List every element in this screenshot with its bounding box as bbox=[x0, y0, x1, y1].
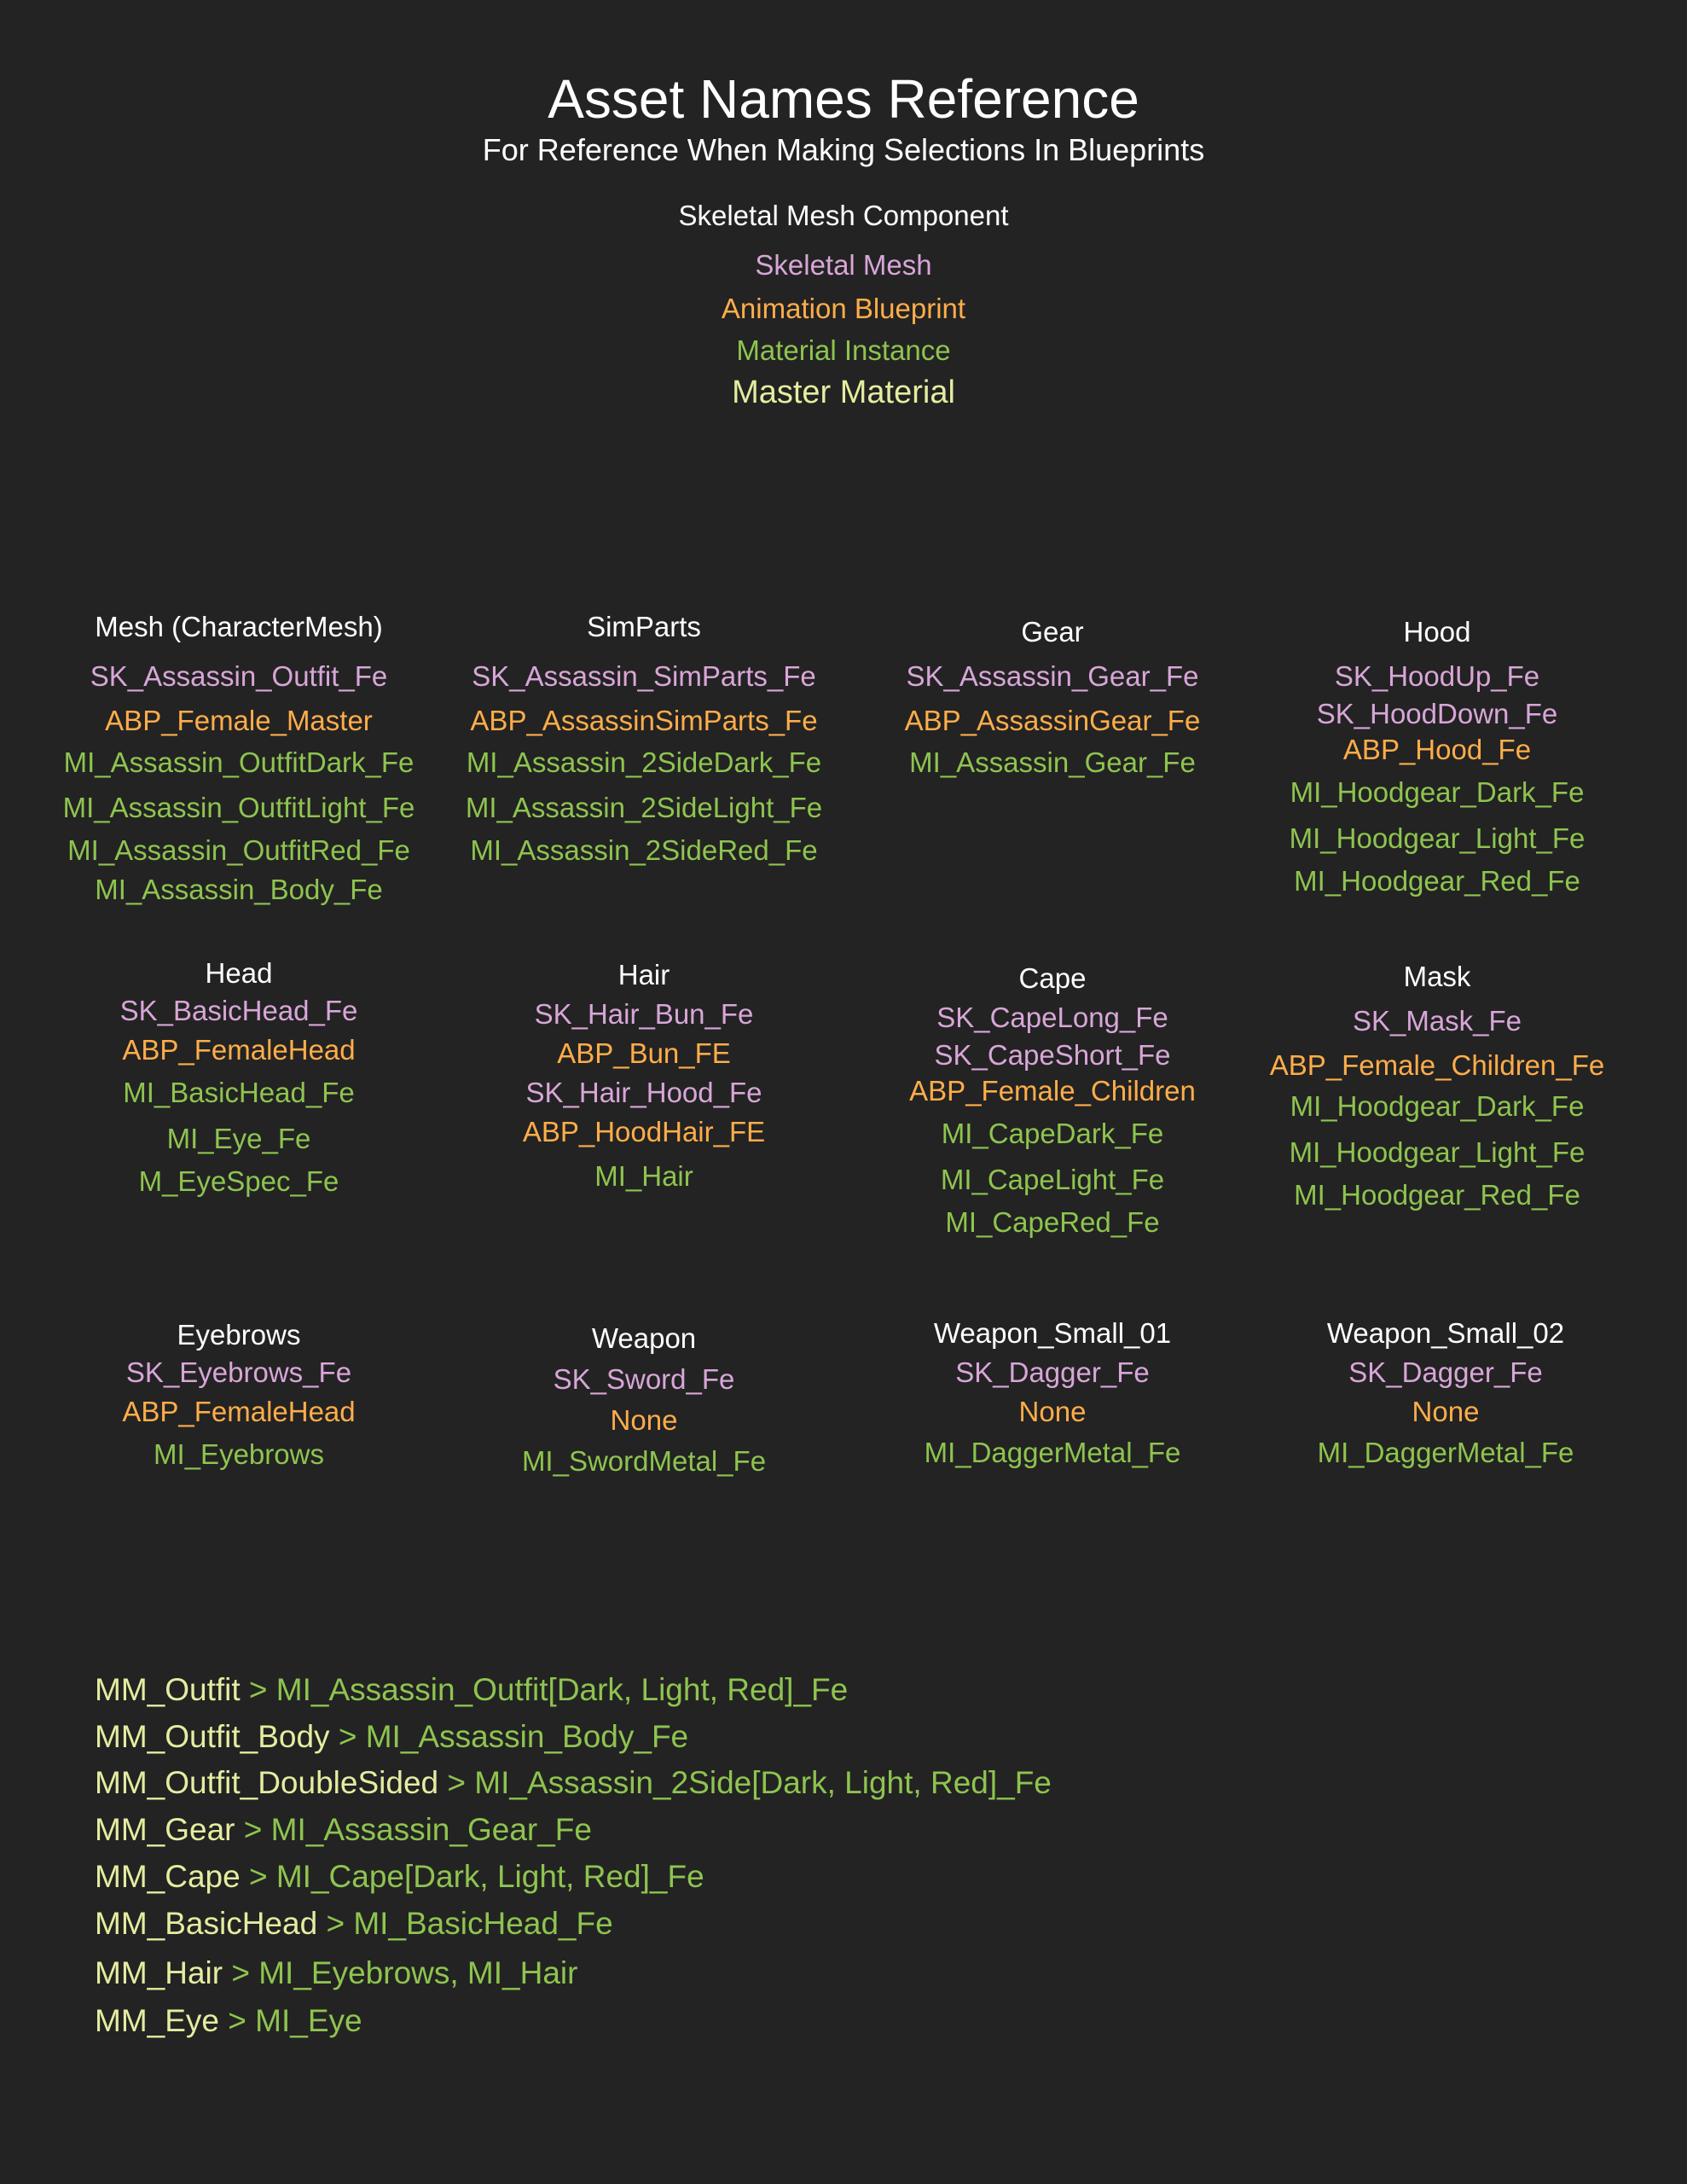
master-material-line bbox=[95, 1721, 688, 1752]
material-instance-name: MI_Assassin_Body_Fe bbox=[95, 874, 383, 905]
material-instance-name: MI_Hair bbox=[594, 1160, 693, 1192]
group-title: Hood bbox=[1403, 616, 1471, 648]
material-instance-list: > MI_BasicHead_Fe bbox=[326, 1906, 613, 1941]
animation-blueprint-name: None bbox=[1412, 1396, 1480, 1427]
material-instance-list: > MI_Cape[Dark, Light, Red]_Fe bbox=[248, 1859, 704, 1894]
material-instance-name: MI_Eye_Fe bbox=[166, 1123, 311, 1154]
material-instance-name: MI_CapeLight_Fe bbox=[940, 1164, 1165, 1195]
skeletal-mesh-name: SK_Dagger_Fe bbox=[1348, 1356, 1543, 1388]
animation-blueprint-name: ABP_FemaleHead bbox=[122, 1396, 356, 1427]
material-instance-name: MI_Assassin_2SideLight_Fe bbox=[465, 792, 823, 823]
material-instance-name: MI_Assassin_2SideRed_Fe bbox=[470, 834, 818, 866]
group-title: Weapon_Small_02 bbox=[1326, 1317, 1565, 1349]
material-instance-list: > MI_Eye bbox=[228, 2003, 362, 2038]
material-instance-list: > MI_Assassin_Gear_Fe bbox=[243, 1812, 592, 1847]
master-material-name: MM_Outfit bbox=[95, 1672, 241, 1707]
animation-blueprint-name: ABP_Female_Master bbox=[105, 705, 373, 736]
legend-skeletal-mesh: Skeletal Mesh bbox=[755, 249, 932, 281]
group-title: Weapon_Small_01 bbox=[933, 1317, 1172, 1349]
animation-blueprint-name: ABP_Female_Children_Fe bbox=[1269, 1049, 1605, 1081]
material-instance-name: MI_Hoodgear_Dark_Fe bbox=[1290, 776, 1585, 808]
asset-group-weapon-small-02 bbox=[1245, 1317, 1646, 1468]
material-instance-name: MI_Hoodgear_Red_Fe bbox=[1294, 1179, 1580, 1211]
asset-group-weapon-small-01 bbox=[852, 1317, 1253, 1468]
material-instance-name: MI_CapeDark_Fe bbox=[941, 1118, 1164, 1149]
skeletal-mesh-name: SK_CapeLong_Fe bbox=[936, 1002, 1168, 1033]
master-material-name: MM_Outfit_Body bbox=[95, 1719, 330, 1754]
material-instance-name: MI_Hoodgear_Red_Fe bbox=[1294, 865, 1580, 897]
skeletal-mesh-name: SK_BasicHead_Fe bbox=[119, 995, 358, 1026]
animation-blueprint-name: ABP_Female_Children bbox=[909, 1075, 1196, 1107]
material-instance-list: > MI_Assassin_Body_Fe bbox=[338, 1719, 689, 1754]
master-material-line bbox=[95, 2005, 362, 2036]
master-material-line bbox=[95, 1957, 577, 1989]
material-instance-name: MI_Hoodgear_Light_Fe bbox=[1289, 1136, 1586, 1168]
asset-group-hair bbox=[443, 959, 844, 1192]
master-material-name: MM_Hair bbox=[95, 1955, 223, 1990]
material-instance-name: MI_Assassin_OutfitDark_Fe bbox=[63, 746, 415, 778]
material-instance-name: MI_DaggerMetal_Fe bbox=[1317, 1437, 1574, 1468]
animation-blueprint-name: ABP_AssassinGear_Fe bbox=[904, 705, 1201, 736]
master-material-line bbox=[95, 1814, 592, 1845]
material-instance-name: MI_Hoodgear_Light_Fe bbox=[1289, 822, 1586, 854]
material-instance-list: > MI_Assassin_Outfit[Dark, Light, Red]_Fe bbox=[248, 1672, 849, 1707]
animation-blueprint-name: ABP_Bun_FE bbox=[557, 1037, 731, 1069]
asset-group-head bbox=[38, 957, 439, 1197]
material-instance-list: > MI_Eyebrows, MI_Hair bbox=[231, 1955, 578, 1990]
master-material-name: MM_Gear bbox=[95, 1812, 235, 1847]
asset-group-mesh-charactermesh bbox=[38, 611, 439, 905]
skeletal-mesh-name: SK_Assassin_Outfit_Fe bbox=[90, 660, 388, 692]
material-instance-name: MI_Hoodgear_Dark_Fe bbox=[1290, 1090, 1585, 1122]
asset-group-gear bbox=[852, 616, 1253, 778]
skeletal-mesh-name: SK_Eyebrows_Fe bbox=[125, 1356, 352, 1388]
master-material-line bbox=[95, 1908, 613, 1939]
skeletal-mesh-name: SK_Sword_Fe bbox=[553, 1363, 735, 1395]
asset-group-simparts bbox=[443, 611, 844, 866]
material-instance-name: MI_SwordMetal_Fe bbox=[521, 1445, 767, 1477]
skeletal-mesh-name: SK_Mask_Fe bbox=[1352, 1005, 1522, 1037]
group-title: Gear bbox=[1021, 616, 1084, 648]
material-instance-name: MI_Assassin_OutfitRed_Fe bbox=[67, 834, 410, 866]
skeletal-mesh-name: SK_Assassin_SimParts_Fe bbox=[472, 660, 816, 692]
asset-group-hood bbox=[1237, 616, 1638, 897]
legend-master-material: Master Material bbox=[732, 375, 955, 410]
page-subtitle: For Reference When Making Selections In Blueprints bbox=[482, 132, 1205, 167]
group-title: Cape bbox=[1018, 962, 1087, 994]
master-material-line bbox=[95, 1674, 848, 1705]
master-material-name: MM_Cape bbox=[95, 1859, 241, 1894]
master-material-name: MM_Eye bbox=[95, 2003, 219, 2038]
asset-group-mask bbox=[1237, 961, 1638, 1211]
material-instance-name: MI_Eyebrows bbox=[154, 1438, 324, 1470]
group-title: Hair bbox=[617, 959, 670, 990]
material-instance-name: MI_CapeRed_Fe bbox=[945, 1206, 1160, 1238]
legend-material-instance: Material Instance bbox=[736, 334, 951, 366]
asset-group-weapon bbox=[443, 1322, 844, 1477]
material-instance-list: > MI_Assassin_2Side[Dark, Light, Red]_Fe bbox=[447, 1765, 1052, 1800]
master-material-name: MM_BasicHead bbox=[95, 1906, 318, 1941]
legend-animation-blueprint: Animation Blueprint bbox=[721, 293, 966, 324]
animation-blueprint-name: ABP_Hood_Fe bbox=[1342, 734, 1532, 765]
animation-blueprint-name: None bbox=[610, 1404, 678, 1436]
animation-blueprint-name: None bbox=[1018, 1396, 1087, 1427]
master-material-name: MM_Outfit_DoubleSided bbox=[95, 1765, 439, 1800]
legend-heading: Skeletal Mesh Component bbox=[678, 200, 1009, 231]
group-title: Eyebrows bbox=[177, 1319, 301, 1350]
material-instance-name: MI_Assassin_Gear_Fe bbox=[909, 746, 1196, 778]
group-title: Mesh (CharacterMesh) bbox=[95, 611, 383, 642]
material-instance-name: MI_Assassin_2SideDark_Fe bbox=[466, 746, 822, 778]
animation-blueprint-name: ABP_FemaleHead bbox=[122, 1034, 356, 1066]
skeletal-mesh-name: SK_CapeShort_Fe bbox=[934, 1039, 1171, 1071]
page-title: Asset Names Reference bbox=[548, 68, 1139, 130]
skeletal-mesh-name: SK_Assassin_Gear_Fe bbox=[906, 660, 1199, 692]
skeletal-mesh-name: SK_Hair_Hood_Fe bbox=[525, 1077, 762, 1108]
animation-blueprint-name: ABP_HoodHair_FE bbox=[522, 1116, 766, 1147]
skeletal-mesh-name: SK_Dagger_Fe bbox=[955, 1356, 1150, 1388]
master-material-line bbox=[95, 1861, 704, 1892]
asset-group-eyebrows bbox=[38, 1319, 439, 1470]
material-instance-name: MI_BasicHead_Fe bbox=[123, 1077, 355, 1108]
skeletal-mesh-name: SK_HoodDown_Fe bbox=[1316, 698, 1558, 729]
group-title: Head bbox=[205, 957, 273, 989]
group-title: Mask bbox=[1403, 961, 1471, 992]
material-instance-name: MI_Assassin_OutfitLight_Fe bbox=[62, 792, 415, 823]
master-material-line bbox=[95, 1767, 1052, 1798]
group-title: Weapon bbox=[591, 1322, 697, 1354]
material-instance-name: MI_DaggerMetal_Fe bbox=[924, 1437, 1181, 1468]
skeletal-mesh-name: SK_Hair_Bun_Fe bbox=[534, 998, 754, 1030]
asset-group-cape bbox=[852, 962, 1253, 1238]
material-instance-name: M_EyeSpec_Fe bbox=[138, 1165, 339, 1197]
skeletal-mesh-name: SK_HoodUp_Fe bbox=[1334, 660, 1540, 692]
animation-blueprint-name: ABP_AssassinSimParts_Fe bbox=[470, 705, 818, 736]
group-title: SimParts bbox=[587, 611, 701, 642]
